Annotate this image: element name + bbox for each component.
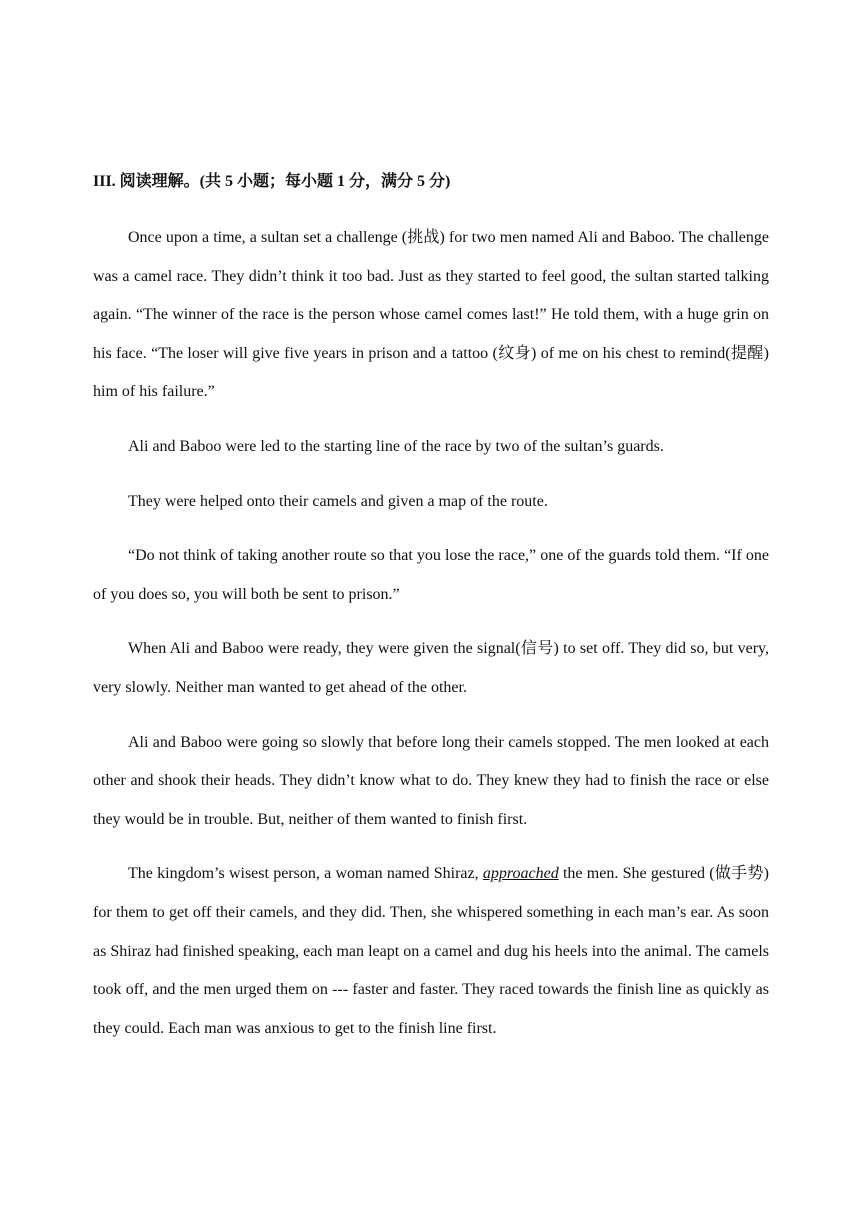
paragraph-4: “Do not think of taking another route so that you lose the race,” one of the guards told them. “If one of you does so, you will both be sent to prison.” [93,547,769,603]
paragraph-1: Once upon a time, a sultan set a challenge (挑战) for two men named Ali and Baboo. The challenge was a camel race. They didn’t think it too bad. Just as they started to feel good, the sultan started talking again. “The winner of the race is the person whose camel comes last!” He told them, with a huge grin on his face. “The loser will give five years in prison and a tattoo (纹身) of me on his chest to remind(提醒) him of his failure.” [93,229,769,401]
paragraph-7 [93,855,769,1048]
underlined-word-approached: approached [482,865,559,883]
section-heading: III. 阅读理解。(共 5 小题；每小题 1 分，满分 5 分) [93,173,451,190]
paragraph-7-text-after: the men. She gestured (做手势) for them to get off their camels, and they did. Then, she whispered something in each man’s ear. As soon as Shiraz had finished speaking, each man leapt on a camel and dug his heels into the animal. The camels took off, and the men urged them on --- faster and faster. They raced towards the finish line as quickly as they could. Each man was anxious to get to the finish line first. [93,865,769,1037]
paragraph-6: Ali and Baboo were going so slowly that before long their camels stopped. The men looked at each other and shook their heads. They didn’t know what to do. They knew they had to finish the race or else they would be in trouble. But, neither of them wanted to finish first. [93,733,769,828]
paragraph-2: Ali and Baboo were led to the starting line of the race by two of the sultan’s guards. [128,437,664,455]
paragraph-7-text-before: The kingdom’s wisest person, a woman named Shiraz, [128,865,483,883]
paragraph-5: When Ali and Baboo were ready, they were given the signal(信号) to set off. They did so, but very, very slowly. Neither man wanted to get ahead of the other. [93,640,769,696]
document-page [93,170,769,1064]
paragraph-3: They were helped onto their camels and given a map of the route. [128,492,548,510]
